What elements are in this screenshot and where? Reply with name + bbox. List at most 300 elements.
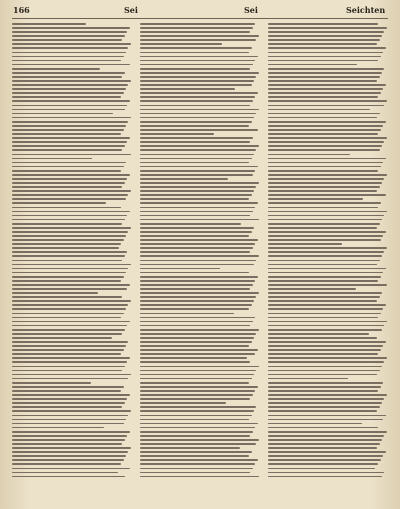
text-line-placeholder [12,370,122,372]
text-line-placeholder [12,280,121,282]
text-line-placeholder [140,390,255,392]
text-line-placeholder [140,308,249,310]
text-line-placeholder [12,455,126,457]
text-line-placeholder [140,353,255,355]
text-line-placeholder [140,211,253,213]
text-line-placeholder [12,333,122,335]
text-column-2 [140,23,260,493]
text-line-placeholder [12,341,128,343]
text-line-placeholder [12,27,130,29]
text-line-placeholder [12,105,127,107]
text-line-placeholder [268,308,383,310]
text-line-placeholder [268,194,386,196]
text-line-placeholder [268,427,378,429]
text-line-placeholder [268,56,381,58]
text-line-placeholder [268,27,387,29]
text-line-placeholder [268,419,383,421]
text-line-placeholder [140,447,240,449]
text-line-placeholder [268,162,383,164]
text-line-placeholder [140,300,254,302]
text-line-placeholder [268,398,384,400]
text-line-placeholder [12,415,128,417]
text-line-placeholder [140,190,254,192]
text-line-placeholder [268,276,381,278]
text-line-placeholder [140,284,253,286]
text-line-placeholder [140,361,250,363]
text-line-placeholder [12,382,91,384]
text-line-placeholder [268,239,381,241]
text-line-placeholder [12,198,126,200]
text-line-placeholder [140,264,254,266]
text-line-placeholder [140,52,249,54]
text-line-placeholder [268,451,386,453]
text-line-placeholder [268,174,387,176]
text-line-placeholder [268,100,387,102]
text-line-placeholder [268,243,342,245]
text-line-placeholder [140,247,253,249]
text-line-placeholder [140,260,256,262]
text-line-placeholder [140,435,250,437]
text-line-placeholder [268,382,383,384]
text-line-placeholder [12,223,122,225]
text-line-placeholder [268,129,381,131]
text-line-placeholder [140,121,252,123]
text-line-placeholder [268,190,377,192]
text-line-placeholder [140,345,249,347]
text-line-placeholder [12,304,128,306]
text-line-placeholder [268,325,384,327]
text-line-placeholder [12,431,130,433]
text-line-placeholder [12,378,128,380]
text-line-placeholder [12,88,126,90]
text-line-placeholder [12,296,122,298]
text-line-placeholder [12,410,131,412]
text-line-placeholder [268,443,380,445]
text-line-placeholder [140,64,253,66]
text-line-placeholder [12,300,131,302]
text-line-placeholder [268,463,378,465]
text-line-placeholder [140,154,254,156]
text-line-placeholder [268,353,378,355]
text-line-placeholder [140,406,256,408]
text-line-placeholder [268,202,381,204]
text-line-placeholder [140,382,249,384]
left-running-head: Sei [124,5,138,15]
text-line-placeholder [140,60,255,62]
text-line-placeholder [140,337,254,339]
text-line-placeholder [140,366,259,368]
text-line-placeholder [12,76,122,78]
text-line-placeholder [12,96,121,98]
text-line-placeholder [140,68,250,70]
text-line-placeholder [12,419,126,421]
text-line-placeholder [140,219,259,221]
text-line-placeholder [12,84,128,86]
text-line-placeholder [12,394,130,396]
text-line-placeholder [12,308,126,310]
text-line-placeholder [268,374,377,376]
text-line-placeholder [268,468,375,470]
text-line-placeholder [268,345,383,347]
text-line-placeholder [268,268,386,270]
text-line-placeholder [12,231,128,233]
text-line-placeholder [140,443,256,445]
text-line-placeholder [12,423,124,425]
text-line-placeholder [12,284,130,286]
text-line-placeholder [12,64,130,66]
text-line-placeholder [12,451,128,453]
text-line-placeholder [268,149,380,151]
text-line-placeholder [140,313,234,315]
text-line-placeholder [140,472,250,474]
text-line-placeholder [140,235,249,237]
text-line-placeholder [140,243,255,245]
text-line-placeholder [12,255,125,257]
text-line-placeholder [12,125,126,127]
text-line-placeholder [140,402,226,404]
text-line-placeholder [12,145,125,147]
text-line-placeholder [140,215,250,217]
text-line-placeholder [140,47,252,49]
text-line-placeholder [12,133,121,135]
text-line-placeholder [12,186,122,188]
text-line-placeholder [140,463,255,465]
text-line-placeholder [268,64,357,66]
text-line-placeholder [140,374,254,376]
text-line-placeholder [268,178,384,180]
text-line-placeholder [12,447,131,449]
text-line-placeholder [268,186,380,188]
text-line-placeholder [12,398,127,400]
text-line-placeholder [268,390,378,392]
text-line-placeholder [268,472,384,474]
text-line-placeholder [140,378,252,380]
text-line-placeholder [268,296,380,298]
text-line-placeholder [268,170,378,172]
text-line-placeholder [140,280,255,282]
text-line-placeholder [268,211,387,213]
text-line-placeholder [12,211,130,213]
text-line-placeholder [268,113,380,115]
text-line-placeholder [268,284,387,286]
text-line-placeholder [140,459,258,461]
text-line-placeholder [140,321,253,323]
text-line-placeholder [140,419,249,421]
text-line-placeholder [12,117,131,119]
text-line-placeholder [140,272,249,274]
text-line-placeholder [12,170,121,172]
text-line-placeholder [12,190,131,192]
text-line-placeholder [12,443,122,445]
text-line-placeholder [12,317,121,319]
text-line-placeholder [268,386,381,388]
text-line-placeholder [268,288,356,290]
text-line-placeholder [12,113,113,115]
text-line-placeholder [12,337,112,339]
text-line-placeholder [140,105,250,107]
text-line-placeholder [12,137,130,139]
text-line-placeholder [268,215,384,217]
text-line-placeholder [268,92,381,94]
text-line-placeholder [12,366,125,368]
text-line-placeholder [12,239,124,241]
text-line-placeholder [268,121,386,123]
text-line-placeholder [12,459,124,461]
text-line-placeholder [140,149,256,151]
text-line-placeholder [268,52,383,54]
text-line-placeholder [140,109,259,111]
text-line-placeholder [268,313,381,315]
text-line-placeholder [140,92,258,94]
text-line-placeholder [268,476,382,478]
text-line-placeholder [12,463,121,465]
text-line-placeholder [268,43,377,45]
text-line-placeholder [140,415,252,417]
text-line-placeholder [268,435,384,437]
text-line-placeholder [140,325,250,327]
text-line-placeholder [12,166,124,168]
text-line-placeholder [12,313,124,315]
text-line-placeholder [12,472,118,474]
text-line-placeholder [140,35,259,37]
text-line-placeholder [140,476,259,478]
text-line-placeholder [12,80,131,82]
text-line-placeholder [268,292,382,294]
text-line-placeholder [140,72,259,74]
text-line-placeholder [268,39,380,41]
text-line-placeholder [268,182,382,184]
text-line-placeholder [12,129,124,131]
text-line-placeholder [268,133,378,135]
text-line-placeholder [12,292,98,294]
text-line-placeholder [268,223,380,225]
text-line-placeholder [140,317,255,319]
text-line-placeholder [12,72,125,74]
text-line-placeholder [12,56,124,58]
text-line-placeholder [12,219,125,221]
text-line-placeholder [140,137,253,139]
text-line-placeholder [140,178,228,180]
text-line-placeholder [140,398,250,400]
text-line-placeholder [12,276,124,278]
text-line-placeholder [12,227,131,229]
text-line-placeholder [268,109,370,111]
text-line-placeholder [140,174,253,176]
text-line-placeholder [268,361,384,363]
text-line-placeholder [268,317,378,319]
text-line-placeholder [268,321,387,323]
text-line-placeholder [12,361,127,363]
middle-running-head: Sei [244,5,258,15]
text-line-placeholder [268,84,386,86]
text-line-placeholder [268,333,369,335]
text-line-placeholder [268,219,382,221]
text-line-placeholder [268,105,384,107]
text-line-placeholder [12,182,125,184]
text-line-placeholder [12,288,127,290]
text-line-placeholder [140,194,252,196]
text-line-placeholder [12,357,130,359]
text-line-placeholder [12,406,122,408]
text-line-placeholder [12,202,106,204]
text-line-placeholder [140,394,253,396]
text-line-placeholder [12,402,125,404]
text-line-placeholder [12,321,130,323]
text-line-placeholder [12,272,126,274]
text-line-placeholder [140,31,250,33]
text-line-placeholder [268,260,380,262]
text-line-placeholder [140,43,222,45]
text-line-placeholder [12,121,128,123]
text-line-placeholder [140,113,256,115]
text-line-placeholder [140,423,258,425]
text-column-3 [268,23,388,493]
text-line-placeholder [12,162,126,164]
text-line-placeholder [12,154,131,156]
text-line-placeholder [12,52,126,54]
text-line-placeholder [12,329,125,331]
text-line-placeholder [12,100,130,102]
text-line-placeholder [140,100,253,102]
text-line-placeholder [140,357,247,359]
text-line-placeholder [12,268,128,270]
text-line-placeholder [268,280,378,282]
text-line-placeholder [140,431,253,433]
text-line-placeholder [268,137,387,139]
text-line-placeholder [268,378,348,380]
text-line-placeholder [140,158,252,160]
text-line-placeholder [268,329,382,331]
text-line-placeholder [12,427,104,429]
text-line-placeholder [268,439,382,441]
text-line-placeholder [268,125,383,127]
text-line-placeholder [140,133,214,135]
text-line-placeholder [140,386,258,388]
text-line-placeholder [268,117,377,119]
text-line-placeholder [140,292,259,294]
text-line-placeholder [140,223,241,225]
text-line-placeholder [268,166,381,168]
text-line-placeholder [140,468,253,470]
text-line-placeholder [268,272,383,274]
text-line-placeholder [140,439,259,441]
text-line-placeholder [140,170,255,172]
text-line-placeholder [268,88,383,90]
text-line-placeholder [268,154,350,156]
text-line-placeholder [140,96,255,98]
text-line-placeholder [140,202,258,204]
text-line-placeholder [12,194,128,196]
right-running-head: Seichten [346,5,386,15]
text-line-placeholder [140,304,252,306]
text-line-placeholder [268,459,381,461]
text-line-placeholder [268,349,381,351]
text-line-placeholder [12,23,86,25]
text-line-placeholder [140,80,254,82]
text-line-placeholder [140,349,258,351]
text-line-placeholder [140,333,256,335]
text-line-placeholder [12,31,127,33]
text-line-placeholder [12,158,92,160]
text-line-placeholder [268,366,382,368]
page-number: 166 [13,5,30,15]
text-line-placeholder [140,162,249,164]
text-line-placeholder [12,35,125,37]
text-line-placeholder [12,109,125,111]
text-line-placeholder [268,406,380,408]
text-line-placeholder [140,23,255,25]
text-line-placeholder [268,415,386,417]
text-line-placeholder [12,468,130,470]
text-line-placeholder [140,251,250,253]
text-line-placeholder [140,427,255,429]
text-line-placeholder [268,227,377,229]
text-line-placeholder [12,207,121,209]
text-line-placeholder [12,390,121,392]
page-header [12,5,388,17]
text-line-placeholder [12,149,122,151]
text-line-placeholder [140,141,250,143]
text-line-placeholder [12,374,131,376]
text-line-placeholder [140,451,252,453]
text-line-placeholder [140,239,258,241]
text-line-placeholder [12,345,126,347]
text-line-placeholder [12,325,127,327]
text-line-placeholder [268,231,386,233]
text-line-placeholder [268,455,383,457]
text-line-placeholder [268,31,384,33]
text-line-placeholder [268,198,363,200]
text-line-placeholder [268,341,386,343]
text-line-placeholder [140,370,256,372]
text-line-placeholder [268,72,382,74]
text-line-placeholder [12,141,127,143]
text-line-placeholder [268,431,387,433]
text-line-placeholder [140,410,254,412]
text-line-placeholder [12,476,125,478]
text-line-placeholder [12,264,131,266]
text-line-placeholder [12,60,121,62]
text-line-placeholder [140,186,256,188]
text-line-placeholder [140,198,249,200]
text-line-placeholder [140,207,255,209]
text-line-placeholder [12,439,125,441]
text-line-placeholder [268,337,377,339]
text-line-placeholder [140,27,253,29]
text-line-placeholder [140,255,259,257]
text-line-placeholder [12,68,100,70]
text-line-placeholder [140,129,258,131]
text-line-placeholder [268,264,377,266]
text-line-placeholder [268,251,384,253]
text-line-placeholder [140,268,220,270]
text-line-placeholder [268,402,382,404]
text-line-placeholder [268,394,387,396]
text-line-placeholder [140,288,250,290]
text-line-placeholder [12,349,124,351]
text-line-placeholder [140,145,259,147]
text-line-placeholder [268,60,378,62]
text-line-placeholder [12,251,127,253]
text-line-placeholder [140,125,249,127]
text-line-placeholder [268,80,377,82]
text-line-placeholder [140,227,254,229]
text-line-placeholder [268,304,386,306]
text-line-placeholder [140,76,256,78]
text-line-placeholder [140,341,252,343]
text-line-placeholder [12,47,128,49]
text-line-placeholder [268,141,384,143]
